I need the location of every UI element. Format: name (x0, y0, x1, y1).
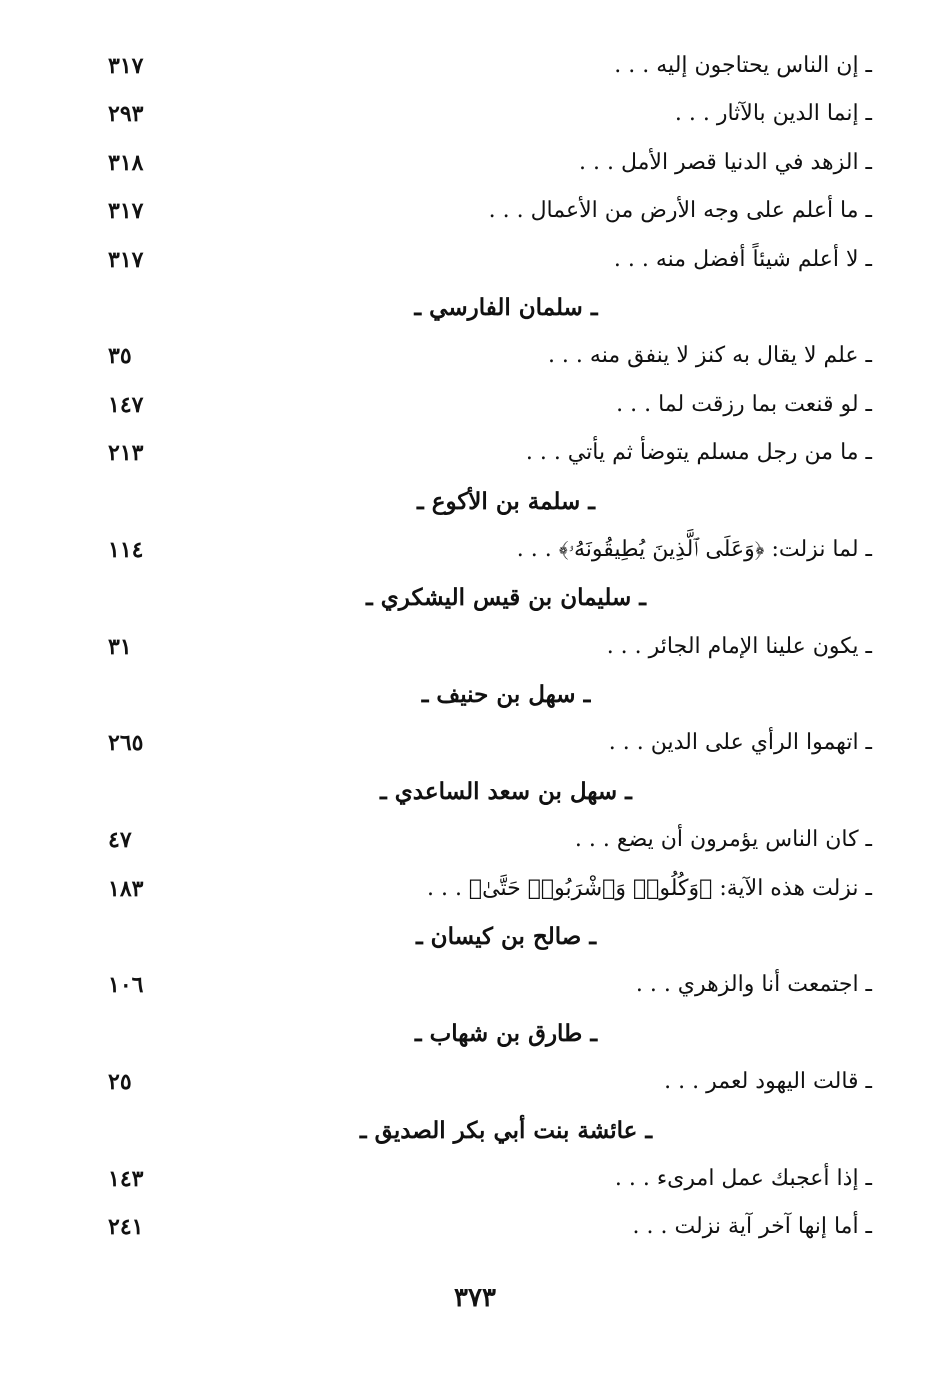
index-entry (100, 526, 872, 574)
index-entry (100, 187, 872, 235)
entry-text: ـ إنما الدين بالآثار . . . (674, 101, 872, 127)
entry-page-number: ٣١٧ (108, 198, 144, 225)
entry-text: ـ ما أعلم على وجه الأرض من الأعمال . . . (488, 198, 872, 224)
entry-text: ـ نزلت هذه الآية: ﴿وَكُلُوا۟ وَٱشْرَبُوا۟ حَتَّىٰ﴾ . . . (426, 875, 872, 901)
index-entry (100, 429, 872, 477)
entry-page-number: ٢٩٣ (108, 101, 144, 128)
entry-text: ـ كان الناس يؤمرون أن يضع . . . (574, 827, 872, 853)
entry-text: ـ لا أعلم شيئاً أفضل منه . . . (613, 246, 872, 272)
index-entry (100, 381, 872, 429)
entry-page-number: ١٠٦ (108, 972, 144, 999)
entry-text: ـ علم لا يقال به كنز لا ينفق منه . . . (547, 343, 872, 369)
entry-text: ـ إذا أعجبك عمل امرىء . . . (614, 1165, 872, 1191)
narrator-heading: ـ سهل بن حنيف ـ (421, 681, 591, 709)
entry-page-number: ٣٥ (108, 343, 132, 370)
entry-page-number: ٢٥ (108, 1069, 132, 1096)
entry-page-number: ٢١٣ (108, 440, 144, 467)
entry-page-number: ٢٤١ (108, 1214, 144, 1241)
entry-text: ـ اتهموا الرأي على الدين . . . (608, 730, 872, 756)
narrator-heading: ـ سلمة بن الأكوع ـ (417, 487, 595, 515)
index-entry (100, 236, 872, 284)
entry-text: ـ الزهد في الدنيا قصر الأمل . . . (579, 149, 872, 175)
index-entry (100, 1155, 872, 1203)
entry-text: ـ لما نزلت: ﴿وَعَلَى ٱلَّذِينَ يُطِيقُونَهُۥ﴾ . . . (516, 536, 872, 562)
narrator-heading: ـ سهل بن سعد الساعدي ـ (380, 777, 632, 805)
entry-page-number: ١٨٣ (108, 875, 144, 902)
entry-text: ـ أما إنها آخر آية نزلت . . . (632, 1214, 872, 1240)
entry-page-number: ٢٦٥ (108, 730, 144, 757)
entry-page-number: ٣١ (108, 633, 132, 660)
entry-text: ـ ما من رجل مسلم يتوضأ ثم يأتي . . . (525, 440, 872, 466)
entry-text: ـ قالت اليهود لعمر . . . (664, 1069, 872, 1095)
entry-text: ـ يكون علينا الإمام الجائر . . . (606, 633, 872, 659)
entry-text: ـ إن الناس يحتاجون إليه . . . (614, 53, 872, 78)
index-entry (100, 623, 872, 671)
entry-page-number: ١١٤ (108, 536, 144, 563)
index-entry (100, 1203, 872, 1251)
narrator-heading: ـ سلمان الفارسي ـ (414, 293, 598, 321)
narrator-heading: ـ سليمان بن قيس اليشكري ـ (366, 584, 646, 612)
entry-page-number: ٣١٧ (108, 246, 144, 273)
index-entries (100, 42, 872, 1252)
narrator-heading: ـ صالح بن كيسان ـ (415, 923, 597, 951)
narrator-heading: ـ طارق بن شهاب ـ (414, 1019, 598, 1047)
index-entry (100, 961, 872, 1009)
index-entry (100, 42, 872, 90)
index-entry (100, 332, 872, 380)
entry-page-number: ٣١٧ (108, 53, 144, 79)
entry-text: ـ اجتمعت أنا والزهري . . . (635, 972, 872, 998)
narrator-heading: ـ عائشة بنت أبي بكر الصديق ـ (359, 1116, 653, 1144)
entry-page-number: ٣١٨ (108, 149, 144, 176)
entry-page-number: ١٤٧ (108, 391, 144, 418)
index-entry (100, 139, 872, 187)
index-entry (100, 865, 872, 913)
entry-page-number: ٤٧ (108, 827, 132, 854)
index-entry (100, 719, 872, 767)
index-entry (100, 90, 872, 138)
page-number: ٣٧٣ (454, 1283, 496, 1313)
entry-text: ـ لو قنعت بما رزقت لما . . . (616, 391, 872, 417)
index-entry (100, 816, 872, 864)
index-entry (100, 1058, 872, 1106)
entry-page-number: ١٤٣ (108, 1165, 144, 1192)
